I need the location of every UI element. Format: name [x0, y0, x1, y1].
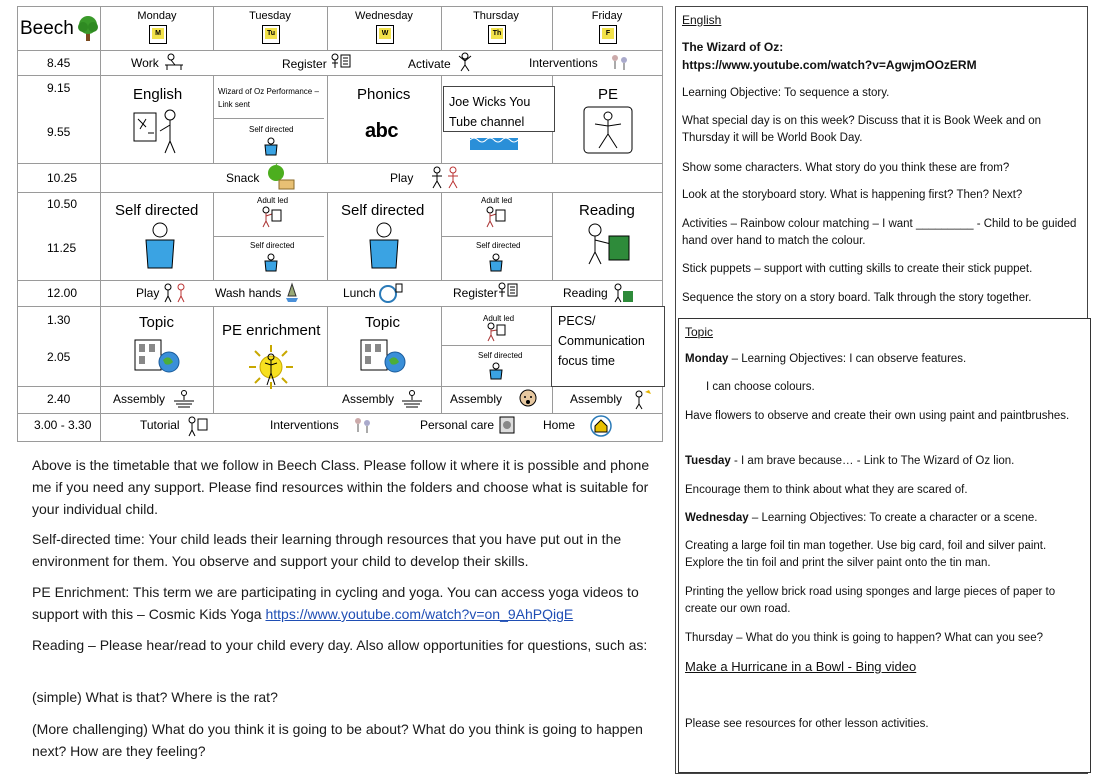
play-1200-label: Play [136, 286, 160, 300]
note-timetable: Above is the timetable that we follow in Beech Class. Please follow it where it is possible and phone me if you need any support. Please find resources within the folders and choose what is suitable for your individual child. [32, 457, 650, 517]
register-label: Register [282, 57, 327, 71]
time-label: 2.05 [47, 350, 71, 364]
self-directed-wed-label: Self directed [341, 202, 425, 219]
adult-led-thu-pm-label: Adult led [483, 314, 515, 323]
day-calendar-icon [149, 25, 167, 44]
english-label: English [133, 86, 183, 103]
time-label: 8.45 [47, 56, 71, 70]
english-teacher-icon [132, 107, 182, 155]
topic-tinman: Creating a large foil tin man together. Use big card, foil and silver paint. Explore the tin foil and print the silver paint onto the tin man. [685, 540, 1047, 569]
day-header-wednesday: Wednesday [355, 10, 413, 22]
tutorial-icon [187, 416, 209, 438]
time-label: 3.00 - 3.30 [34, 418, 92, 432]
reading-1200-icon [612, 283, 634, 303]
assembly-wed-icon [400, 390, 424, 408]
adult-led-thu-icon [484, 206, 506, 228]
note-simple: (simple) What is that? Where is the rat? [32, 689, 278, 705]
english-sequence: Sequence the story on a story board. Talk through the story together. [682, 292, 1032, 304]
pe-enrichment-label: PE enrichment [222, 322, 321, 339]
time-label: 1.30 [47, 313, 71, 327]
note-reading: Reading – Please hear/read to your child every day. Also allow opportunities for questions, such as: [32, 637, 648, 653]
pe-icon [583, 106, 633, 154]
topic-wed-icon [359, 336, 407, 378]
self-directed-small-label: Self directed [249, 125, 294, 134]
pecs-label: PECS/ Communication focus time [558, 314, 645, 368]
self-directed-thu-icon [487, 253, 505, 273]
day-header-tuesday: Tuesday [249, 10, 291, 22]
tuesday-label: Tuesday [685, 455, 731, 467]
work-desk-icon [163, 53, 185, 71]
tuesday-text: - I am brave because… - Link to The Wizard of Oz lion. [730, 455, 1015, 467]
lunch-icon [377, 282, 403, 304]
pe-label: PE [598, 86, 619, 103]
day-header-monday: Monday [137, 10, 177, 22]
day-letter: W [379, 28, 391, 39]
cosmic-kids-link[interactable]: https://www.youtube.com/watch?v=on_9AhPQigE [265, 606, 574, 622]
play-1200-icon [162, 283, 188, 303]
time-label: 11.25 [47, 241, 77, 255]
play-label: Play [390, 171, 414, 185]
activate-label: Activate [408, 57, 451, 71]
day-header-thursday: Thursday [473, 10, 519, 22]
self-directed-thu-pm-icon [488, 362, 504, 380]
pool-water-icon [470, 136, 518, 150]
adult-led-thu-label: Adult led [481, 196, 513, 205]
time-label: 9.55 [47, 125, 71, 139]
time-label: 9.15 [47, 81, 71, 95]
children-playing-icon [429, 166, 461, 190]
topic-heading: Topic [685, 325, 714, 339]
tutorial-label: Tutorial [140, 418, 180, 432]
monday-objective: – Learning Objectives: I can observe features. [728, 353, 967, 365]
topic-resources: Please see resources for other lesson activities. [685, 718, 929, 730]
assembly-thu-label: Assembly [450, 392, 503, 406]
reading-fri-label: Reading [579, 202, 635, 219]
english-url: https://www.youtube.com/watch?v=AgwjmOOzERM [682, 58, 977, 72]
english-objective: Learning Objective: To sequence a story. [682, 87, 890, 99]
wednesday-label: Wednesday [685, 512, 749, 524]
day-calendar-icon [262, 25, 280, 44]
assembly-mon-label: Assembly [113, 392, 166, 406]
self-directed-mon-icon [142, 222, 178, 270]
self-directed-thu-pm-label: Self directed [478, 351, 523, 360]
time-label: 2.40 [47, 392, 71, 406]
register-icon [330, 53, 352, 73]
wash-hands-label: Wash hands [215, 286, 282, 300]
lunch-label: Lunch [343, 286, 376, 300]
stretch-person-icon [456, 52, 474, 72]
time-label: 10.50 [47, 197, 78, 211]
tree-icon [76, 14, 100, 42]
reading-icon [583, 222, 631, 266]
day-letter: Th [492, 30, 502, 37]
english-heading: English [682, 13, 722, 27]
joe-wicks-label: Joe Wicks You Tube channel [449, 95, 531, 129]
topic-flowers: Have flowers to observe and create their own using paint and paintbrushes. [685, 410, 1070, 422]
interventions-300-icon [352, 416, 374, 436]
wash-hands-icon [282, 282, 302, 304]
day-letter: F [602, 28, 614, 39]
abc-label: abc [365, 120, 398, 142]
day-letter: Tu [266, 30, 276, 37]
english-characters: Show some characters. What story do you think these are from? [682, 162, 1010, 174]
topic-tuesday [685, 453, 1080, 470]
register-1200-label: Register [453, 286, 498, 300]
personal-care-icon [498, 415, 516, 435]
assembly-fri-label: Assembly [570, 392, 623, 406]
self-directed-wed-icon [366, 222, 402, 270]
topic-wed-label: Topic [365, 314, 401, 331]
assembly-fri-icon [631, 388, 653, 410]
monday-label: Monday [685, 353, 729, 365]
english-activities: Activities – Rainbow colour matching – I want _________ - Child to be guided hand over hand to match the colour. [682, 218, 1077, 247]
english-storyboard: Look at the storyboard story. What is happening first? Then? Next? [682, 189, 1023, 201]
self-directed-thu-label: Self directed [476, 241, 521, 250]
hurricane-link[interactable]: Make a Hurricane in a Bowl - Bing video [685, 659, 917, 674]
self-directed-tue-label: Self directed [250, 241, 295, 250]
topic-monday-colours: I can choose colours. [706, 381, 815, 393]
reading-1200-label: Reading [563, 286, 608, 300]
topic-mon-icon [133, 336, 181, 378]
snack-icon [264, 163, 296, 191]
topic-thursday: Thursday – What do you think is going to happen? What can you see? [685, 632, 1043, 644]
day-calendar-icon [488, 25, 506, 44]
wednesday-objective: – Learning Objectives: To create a character or a scene. [748, 512, 1038, 524]
register-1200-icon [497, 282, 519, 302]
day-calendar-icon [376, 25, 394, 44]
topic-road: Printing the yellow brick road using sponges and large pieces of paper to create our own road. [685, 586, 1056, 615]
day-header-friday: Friday [591, 10, 623, 22]
day-letter: M [152, 28, 164, 39]
wizard-performance-label: Wizard of Oz Performance – Link sent [218, 87, 319, 109]
interventions-icon [609, 53, 631, 73]
assembly-thu-icon [518, 388, 540, 410]
adult-led-thu-pm-icon [485, 322, 507, 342]
interventions-300-label: Interventions [270, 418, 339, 432]
time-label: 12.00 [47, 286, 78, 300]
phonics-label: Phonics [357, 86, 411, 103]
home-icon [590, 415, 612, 437]
assembly-mon-icon [172, 390, 196, 408]
topic-encourage: Encourage them to think about what they are scared of. [685, 484, 968, 496]
assembly-wed-label: Assembly [342, 392, 395, 406]
note-challenging: (More challenging) What do you think it is going to be about? What do you think is going to happen next? How are they feeling? [32, 721, 643, 759]
adult-led-tue-label: Adult led [257, 196, 289, 205]
class-name: Beech [20, 18, 74, 39]
english-puppets: Stick puppets – support with cutting skills to create their stick puppet. [682, 263, 1033, 275]
personal-care-label: Personal care [420, 418, 495, 432]
joe-wicks-box [443, 86, 555, 132]
topic-monday [685, 351, 1080, 368]
self-directed-small-icon [262, 137, 280, 157]
topic-mon-label: Topic [139, 314, 175, 331]
pecs-box [551, 306, 665, 387]
self-directed-mon-label: Self directed [115, 202, 199, 219]
english-special-day: What special day is on this week? Discuss that it is Book Week and on Thursday it will be World Book Day. [682, 115, 1042, 144]
work-label: Work [131, 56, 159, 70]
note-self-directed: Self-directed time: Your child leads their learning through resources that you have put out in the environment for them. You observe and support your child to develop their skills. [32, 531, 622, 569]
note-pe-enrichment [32, 581, 667, 625]
note-pe-text: PE Enrichment: This term we are participating in cycling and yoga. You can access yoga videos to support with this – Cosmic Kids Yoga [32, 584, 639, 622]
adult-led-tue-icon [260, 206, 282, 228]
time-label: 10.25 [47, 171, 78, 185]
pe-enrichment-sun-icon [243, 343, 299, 395]
self-directed-tue-icon [262, 253, 280, 273]
day-calendar-icon [599, 25, 617, 44]
snack-label: Snack [226, 171, 260, 185]
home-label: Home [543, 418, 576, 432]
english-title: The Wizard of Oz: [682, 40, 784, 54]
interventions-label: Interventions [529, 56, 598, 70]
topic-wednesday [685, 510, 1080, 527]
